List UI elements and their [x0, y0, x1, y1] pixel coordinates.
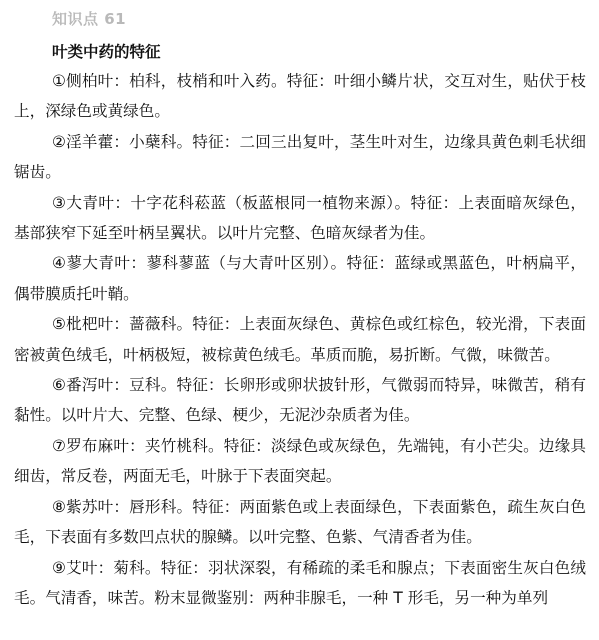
- body-text: [14, 66, 586, 613]
- paragraph-pipaye: ⑤枇杷叶：蔷薇科。特征：上表面灰绿色、黄棕色或红棕色，较光滑，下表面密被黄色绒毛，叶柄极短，被棕黄色绒毛。革质而脆，易折断。气微，味微苦。: [14, 315, 586, 364]
- paragraph-yinyanghuo: ②淫羊藿：小蘖科。特征：二回三出复叶，茎生叶对生，边缘具黄色刺毛状细锯齿。: [14, 132, 586, 182]
- paragraph-zisuye: ⑧紫苏叶：唇形科。特征：两面紫色或上表面绿色，下表面紫色，疏生灰白色毛，下表面有多数凹点状的腺鳞。以叶完整、色紫、气清香者为佳。: [14, 497, 586, 547]
- section-title: 叶类中药的特征: [52, 43, 161, 61]
- paragraph-aiye: ⑨艾叶：菊科。特征：羽状深裂，有稀疏的柔毛和腺点；下表面密生灰白色绒毛。气清香，味苦。粉末显微鉴别：两种非腺毛，一种 T 形毛，另一种为单列: [14, 558, 586, 607]
- paragraph-daqingye: ③大青叶：十字花科菘蓝（板蓝根同一植物来源）。特征：上表面暗灰绿色，基部狭窄下延至叶柄呈翼状。以叶片完整、色暗灰绿者为佳。: [14, 193, 586, 243]
- paragraph-liaodaqingye: ④蓼大青叶：蓼科蓼蓝（与大青叶区别）。特征：蓝绿或黑蓝色，叶柄扁平，偶带膜质托叶鞘。: [14, 254, 586, 303]
- paragraph-cebaiye: ①侧柏叶：柏科，枝梢和叶入药。特征：叶细小鳞片状，交互对生，贴伏于枝上，深绿色或黄绿色。: [14, 72, 586, 121]
- paragraph-fanxieye: ⑥番泻叶：豆科。特征：长卵形或卵状披针形，气微弱而特异，味微苦，稍有黏性。以叶片大、完整、色绿、梗少，无泥沙杂质者为佳。: [14, 376, 586, 425]
- paragraph-luobumaye: ⑦罗布麻叶：夹竹桃科。特征：淡绿色或灰绿色，先端钝，有小芒尖。边缘具细齿，常反卷，两面无毛，叶脉于下表面突起。: [14, 436, 586, 486]
- knowledge-point-label: 知识点 61: [52, 10, 127, 28]
